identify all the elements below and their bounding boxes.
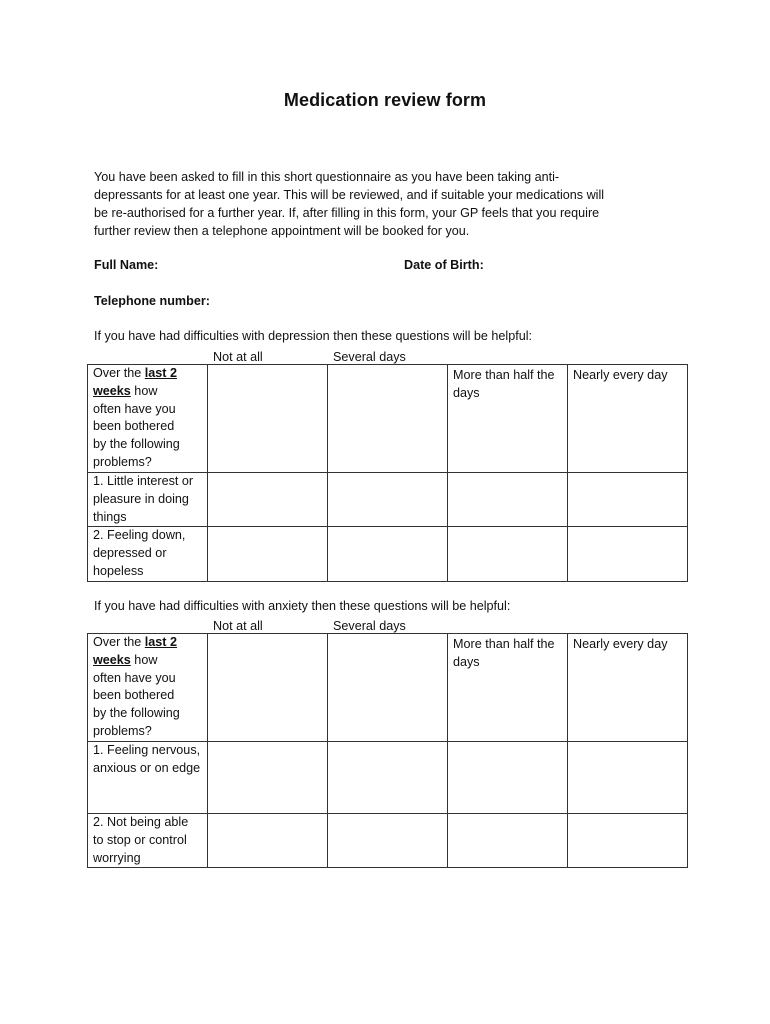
telephone-label: Telephone number: xyxy=(94,294,210,308)
intro-line: further review then a telephone appointment will be booked for you. xyxy=(94,224,470,238)
table-row xyxy=(88,527,688,581)
header-question-cell: Over the last 2 weeks how often have you been bothered by the following problems? xyxy=(88,634,208,742)
intro-line: You have been asked to fill in this short questionnaire as you have been taking anti- xyxy=(94,170,560,184)
table-row xyxy=(88,742,688,814)
answer-cell[interactable] xyxy=(208,814,328,868)
full-name-label: Full Name: xyxy=(94,258,159,272)
question-cell: 2. Feeling down, depressed or hopeless xyxy=(88,527,208,581)
answer-cell[interactable] xyxy=(328,814,448,868)
answer-cell[interactable] xyxy=(328,742,448,814)
answer-cell[interactable] xyxy=(448,742,568,814)
table-header-row xyxy=(88,634,688,742)
table-row xyxy=(88,814,688,868)
option-header-more-than-half: More than half the days xyxy=(448,365,568,473)
option-header-nearly-every-day: Nearly every day xyxy=(568,634,688,742)
answer-cell[interactable] xyxy=(448,527,568,581)
answer-cell[interactable] xyxy=(208,527,328,581)
depression-lead-text: If you have had difficulties with depression then these questions will be helpful: xyxy=(94,329,533,343)
header-question-cell: Over the last 2 weeks how often have you been bothered by the following problems? xyxy=(88,365,208,473)
answer-cell[interactable] xyxy=(568,814,688,868)
form-title: Medication review form xyxy=(283,90,487,110)
anxiety-table xyxy=(87,619,688,868)
question-cell: 2. Not being able to stop or control worrying xyxy=(88,814,208,868)
answer-cell[interactable] xyxy=(208,473,328,527)
answer-cell[interactable] xyxy=(568,742,688,814)
option-header-more-than-half: More than half the days xyxy=(448,634,568,742)
option-header-nearly-every-day: Nearly every day xyxy=(568,365,688,473)
table-row xyxy=(88,473,688,527)
anxiety-lead-text: If you have had difficulties with anxiety then these questions will be helpful: xyxy=(94,599,511,613)
answer-cell[interactable] xyxy=(328,473,448,527)
option-header-several-days: Several days xyxy=(328,365,448,473)
answer-cell[interactable] xyxy=(208,742,328,814)
answer-cell[interactable] xyxy=(568,527,688,581)
depression-table xyxy=(87,350,688,582)
option-header-not-at-all: Not at all xyxy=(208,634,328,742)
intro-line: depressants for at least one year. This will be reviewed, and if suitable your medications will xyxy=(94,188,605,202)
date-of-birth-label: Date of Birth: xyxy=(404,258,484,272)
answer-cell[interactable] xyxy=(448,473,568,527)
option-header-not-at-all: Not at all xyxy=(208,365,328,473)
intro-paragraph xyxy=(94,168,694,240)
table-header-row xyxy=(88,365,688,473)
answer-cell[interactable] xyxy=(568,473,688,527)
intro-line: be re-authorised for a further year. If, after filling in this form, your GP feels that you require xyxy=(94,206,600,220)
answer-cell[interactable] xyxy=(448,814,568,868)
answer-cell[interactable] xyxy=(328,527,448,581)
question-cell: 1. Feeling nervous, anxious or on edge xyxy=(88,742,208,814)
option-header-several-days: Several days xyxy=(328,634,448,742)
question-cell: 1. Little interest or pleasure in doing things xyxy=(88,473,208,527)
